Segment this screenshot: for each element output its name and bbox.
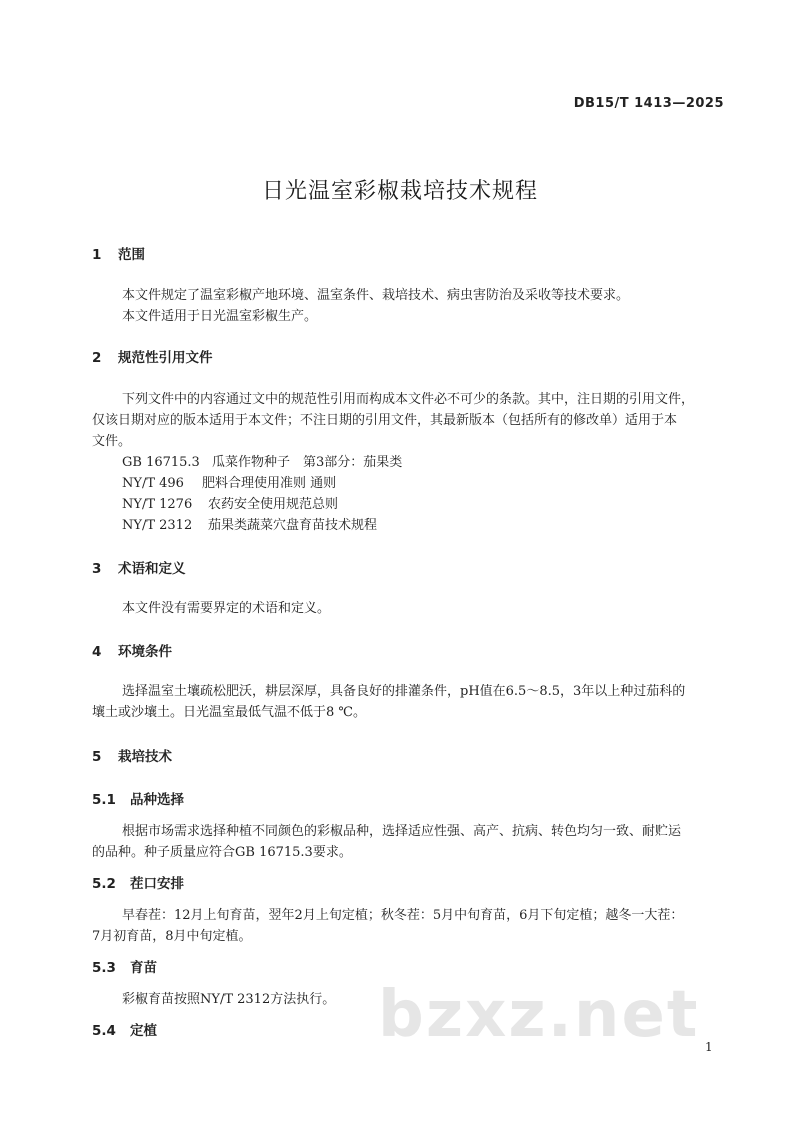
section-title: 环境条件 [118,644,172,660]
section-5-2-line-1: 早春茬：12月上旬育苗，翌年2月上旬定植；秋冬茬：5月中旬育苗，6月下旬定植；越冬一大茬： [122,908,684,923]
section-5-1-line-1: 根据市场需求选择种植不同颜色的彩椒品种，选择适应性强、高产、抗病、转色均匀一致、耐贮运 [122,824,682,839]
reference-code: NY/T 1276 [122,497,193,512]
section-number: 5.2 [92,876,116,892]
section-number: 1 [92,247,102,263]
section-5-3-line-1: 彩椒育苗按照NY/T 2312方法执行。 [122,992,336,1007]
section-1-paragraph-2: 本文件适用于日光温室彩椒生产。 [122,309,318,324]
section-title: 育苗 [130,960,157,976]
section-title: 术语和定义 [118,561,186,577]
section-3-heading [92,557,186,577]
section-number: 5 [92,749,102,765]
reference-code: NY/T 496 [122,476,184,491]
section-5-1-heading [92,788,184,808]
reference-name: 农药安全使用规范总则 [208,497,339,512]
section-1-paragraph-1: 本文件规定了温室彩椒产地环境、温室条件、栽培技术、病虫害防治及采收等技术要求。 [122,288,630,303]
section-title: 范围 [118,247,145,263]
document-title: 日光温室彩椒栽培技术规程 [261,179,538,204]
reference-item [122,494,338,515]
section-1-heading [92,243,145,263]
section-5-2-line-2: 7月初育苗，8月中旬定植。 [92,929,252,944]
section-2-intro-line-3: 文件。 [92,434,132,449]
reference-name: 肥料合理使用准则 通则 [202,476,337,491]
section-5-3-heading [92,956,157,976]
section-5-1-line-2: 的品种。种子质量应符合GB 16715.3要求。 [92,845,352,860]
reference-code: NY/T 2312 [122,518,193,533]
page-number: 1 [705,1040,713,1054]
watermark: bzxz.net [378,978,700,1052]
section-number: 4 [92,644,102,660]
section-number: 2 [92,350,102,366]
reference-name: 茄果类蔬菜穴盘育苗技术规程 [208,518,378,533]
section-number: 5.4 [92,1023,116,1039]
section-title: 栽培技术 [118,749,172,765]
section-2-heading [92,346,213,366]
section-2-intro-line-2: 仅该日期对应的版本适用于本文件；不注日期的引用文件，其最新版本（包括所有的修改单）适用于本 [92,413,678,428]
section-5-2-heading [92,872,184,892]
section-4-heading [92,640,172,660]
section-4-line-2: 壤土或沙壤土。日光温室最低气温不低于8 ℃。 [92,705,366,720]
section-3-paragraph: 本文件没有需要界定的术语和定义。 [122,601,331,616]
section-number: 5.1 [92,792,116,808]
section-5-heading [92,745,172,765]
reference-item [122,473,336,494]
section-title: 茬口安排 [130,876,184,892]
section-number: 3 [92,561,102,577]
section-title: 规范性引用文件 [118,350,213,366]
section-number: 5.3 [92,960,116,976]
section-title: 品种选择 [130,792,184,808]
section-title: 定植 [130,1023,157,1039]
section-4-line-1: 选择温室土壤疏松肥沃，耕层深厚，具备良好的排灌条件，pH值在6.5～8.5，3年以上种过茄科的 [122,684,686,699]
reference-name: 瓜菜作物种子 第3部分：茄果类 [212,455,403,470]
document-number: DB15/T 1413—2025 [573,96,724,111]
section-2-intro-line-1: 下列文件中的内容通过文中的规范性引用而构成本文件必不可少的条款。其中，注日期的引用文件， [122,392,695,407]
reference-code: GB 16715.3 [122,455,200,470]
reference-item [122,452,402,473]
section-5-4-heading [92,1019,157,1039]
reference-item [122,515,377,536]
